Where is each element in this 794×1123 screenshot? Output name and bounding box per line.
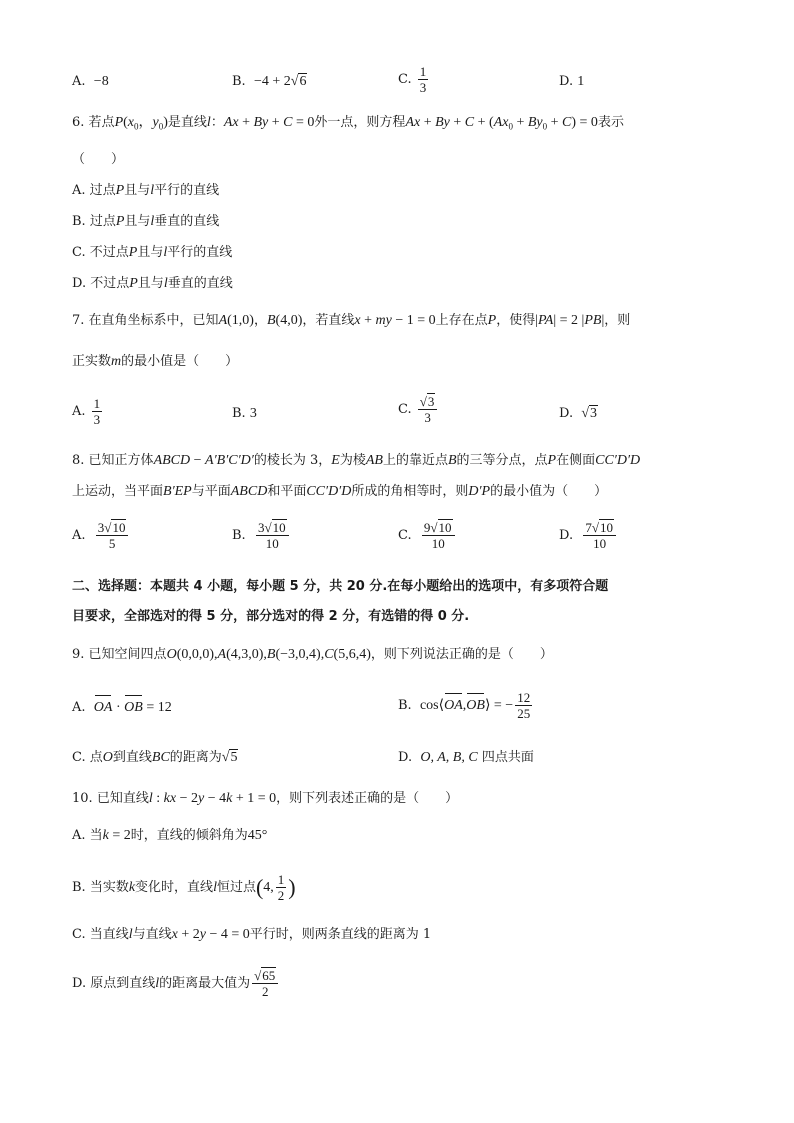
q6-option-b: B. 过点P且与l垂直的直线 bbox=[72, 214, 220, 229]
question-number: 9. bbox=[72, 647, 85, 662]
text: 所成的角相等时，则 bbox=[351, 484, 469, 499]
fraction: $\frac{9√10}{10}$ bbox=[422, 520, 455, 551]
question-number: 6. bbox=[72, 115, 85, 130]
text: 平行的直线 bbox=[154, 183, 220, 198]
text: 与平面 bbox=[191, 484, 231, 499]
question-number: 8. bbox=[72, 453, 85, 468]
q8-stem: 8. 已知正方体ABCD − A′B′C′D′的棱长为 3，E为棱AB上的靠近点B的三等分点，点P在侧面CC′D′D bbox=[72, 453, 641, 468]
q6-paren: （ ） bbox=[72, 152, 125, 167]
text: ，则下列表述正确的是（ ） bbox=[276, 791, 459, 806]
text: 到直线 bbox=[112, 750, 152, 765]
text: 垂直的直线 bbox=[167, 276, 233, 291]
fraction: $\frac{3√10}{5}$ bbox=[96, 520, 129, 551]
fraction: $\frac{1}{3}$ bbox=[419, 64, 427, 95]
text: 平行时，则两条直线的距离为 1 bbox=[249, 927, 432, 942]
q7-option-a: A. $\frac{1}{3}$ bbox=[72, 396, 101, 427]
section-heading: 二、选择题：本题共 4 小题，每小题 5 分，共 20 分.在每小题给出的选项中，有多项符合题 bbox=[72, 579, 609, 594]
text: ， bbox=[253, 313, 267, 328]
fraction: $\frac{√65}{2}$ bbox=[252, 968, 278, 999]
option-value: 3 bbox=[249, 406, 257, 421]
q9-option-b: B. cos⟨OA,OB⟩ = − $\frac{12}{25}$ bbox=[398, 690, 531, 721]
text: ，则 bbox=[604, 313, 631, 328]
q10-option-c: C. 当直线l与直线x + 2y − 4 = 0平行时，则两条直线的距离为 1 bbox=[72, 927, 432, 942]
option-label: B. bbox=[232, 74, 246, 89]
text: 已知正方体 bbox=[88, 453, 154, 468]
fraction: $\frac{12}{25}$ bbox=[517, 690, 531, 721]
text: 和平面 bbox=[267, 484, 307, 499]
text: 是直线 bbox=[167, 115, 207, 130]
section-heading-line2: 目要求，全部选对的得 5 分，部分选对的得 2 分，有选错的得 0 分. bbox=[72, 609, 470, 624]
q8-option-b: B. $\frac{3√10}{10}$ bbox=[232, 520, 291, 551]
text: 且与 bbox=[137, 276, 164, 291]
text: 的距离为 bbox=[169, 750, 222, 765]
q8-option-a: A. $\frac{3√10}{5}$ bbox=[72, 520, 130, 551]
option-label: D. 不过点 bbox=[72, 276, 130, 291]
text: 表示 bbox=[597, 115, 624, 130]
q7-option-c: C. $\frac{√3}{3}$ bbox=[398, 394, 439, 425]
text: ，若直线 bbox=[302, 313, 355, 328]
q6-option-d: D. 不过点P且与l垂直的直线 bbox=[72, 276, 233, 291]
fraction: $\frac{√3}{3}$ bbox=[418, 394, 438, 425]
q5-option-c bbox=[398, 64, 430, 95]
question-number: 7. bbox=[72, 313, 85, 328]
text: 在直角坐标系中，已知 bbox=[88, 313, 219, 328]
fraction: $\frac{7√10}{10}$ bbox=[583, 520, 616, 551]
option-label: B. 当实数 bbox=[72, 880, 129, 895]
option-value: 1 bbox=[577, 74, 585, 89]
text: 且与 bbox=[124, 183, 151, 198]
q5-option-a bbox=[72, 72, 109, 92]
text: 与直线 bbox=[132, 927, 172, 942]
text: 为棱 bbox=[339, 453, 366, 468]
q6-stem: 6. 若点$P(x_0$，$y_0$)是直线l：Ax + By + C = 0外一点，则方程$Ax + By + C + (Ax_0 + By_0 + C) = 0$表示 bbox=[72, 115, 624, 132]
text: ，使得 bbox=[496, 313, 536, 328]
text: 恒过点 bbox=[216, 880, 256, 895]
option-label: B. 过点 bbox=[72, 214, 116, 229]
text: 且与 bbox=[124, 214, 151, 229]
text: 的距离最大值为 bbox=[159, 976, 251, 991]
q8-option-d: D. $\frac{7√10}{10}$ bbox=[559, 520, 618, 551]
q9-option-c: C. 点O到直线BC的距离为√5 bbox=[72, 750, 238, 765]
text: 的最小值是（ ） bbox=[121, 354, 239, 369]
text: 的棱长为 3， bbox=[253, 453, 332, 468]
q6-option-a: A. 过点P且与l平行的直线 bbox=[72, 183, 220, 198]
text: 正实数 bbox=[72, 354, 112, 369]
option-value: −8 bbox=[93, 74, 109, 89]
q10-option-b: B. 当实数k变化时，直线l恒过点(4, $\frac{1}{2}$ ) bbox=[72, 872, 296, 903]
q7-option-b: B. 3 bbox=[232, 406, 257, 421]
text: 上的靠近点 bbox=[382, 453, 448, 468]
option-label: C. 不过点 bbox=[72, 245, 129, 260]
option-label: D. bbox=[559, 74, 574, 89]
text: 垂直的直线 bbox=[154, 214, 220, 229]
q9-option-d: D. O, A, B, C 四点共面 bbox=[398, 750, 534, 765]
fraction: $\frac{3√10}{10}$ bbox=[256, 520, 289, 551]
option-label: C. 当直线 bbox=[72, 927, 129, 942]
text: ，则下列说法正确的是（ ） bbox=[370, 647, 553, 662]
text: 的最小值为（ ） bbox=[490, 484, 608, 499]
text: 已知空间四点 bbox=[88, 647, 167, 662]
fraction: $\frac{1}{2}$ bbox=[277, 872, 285, 903]
text: 且与 bbox=[137, 245, 164, 260]
text: 变化时，直线 bbox=[135, 880, 214, 895]
q7-option-d: D. √3 bbox=[559, 406, 598, 421]
q7-stem-line2: 正实数m的最小值是（ ） bbox=[72, 354, 239, 369]
q7-stem: 7. 在直角坐标系中，已知A(1,0)，B(4,0)，若直线x + my − 1 = 0上存在点P，使得|PA| = 2 |PB|，则 bbox=[72, 313, 631, 328]
text: 四点共面 bbox=[481, 750, 534, 765]
q8-stem-line2: 上运动，当平面B′EP与平面ABCD和平面CC′D′D所成的角相等时，则D′P的最小值为（ ） bbox=[72, 484, 608, 499]
text: 上存在点 bbox=[435, 313, 488, 328]
text: 上运动，当平面 bbox=[72, 484, 164, 499]
text: 平行的直线 bbox=[167, 245, 233, 260]
q10-option-d: D. 原点到直线l的距离最大值为 $\frac{√65}{2}$ bbox=[72, 968, 280, 999]
option-label: C. 点 bbox=[72, 750, 103, 765]
q9-stem: 9. 已知空间四点O(0,0,0),A(4,3,0),B(−3,0,4),C(5,6,4)，则下列说法正确的是（ ） bbox=[72, 647, 553, 662]
option-label: A. 当 bbox=[72, 828, 103, 843]
q9-option-a: A. OA · OB = 12 bbox=[72, 698, 172, 718]
text: 若点 bbox=[88, 115, 115, 130]
text: ： bbox=[210, 115, 224, 130]
fraction: $\frac{1}{3}$ bbox=[93, 396, 101, 427]
q10-option-a: A. 当k = 2时，直线的倾斜角为45° bbox=[72, 828, 268, 843]
option-label: A. 过点 bbox=[72, 183, 116, 198]
option-label: A. bbox=[72, 74, 86, 89]
question-number: 10. bbox=[72, 791, 93, 806]
q5-option-b bbox=[232, 72, 307, 92]
text: 的三等分点，点 bbox=[456, 453, 548, 468]
text: 外一点，则方程 bbox=[314, 115, 406, 130]
option-label: C. bbox=[398, 72, 412, 87]
text: 时，直线的倾斜角为 bbox=[130, 828, 248, 843]
q6-option-c: C. 不过点P且与l平行的直线 bbox=[72, 245, 233, 260]
option-label: D. 原点到直线 bbox=[72, 976, 156, 991]
text: 已知直线 bbox=[96, 791, 149, 806]
q5-option-d bbox=[559, 72, 584, 92]
text: 在侧面 bbox=[556, 453, 596, 468]
option-value: −4 + 2√6 bbox=[253, 74, 307, 89]
q10-stem: 10. 已知直线l : kx − 2y − 4k + 1 = 0，则下列表述正确的是（ ） bbox=[72, 791, 459, 806]
q8-option-c: C. $\frac{9√10}{10}$ bbox=[398, 520, 457, 551]
